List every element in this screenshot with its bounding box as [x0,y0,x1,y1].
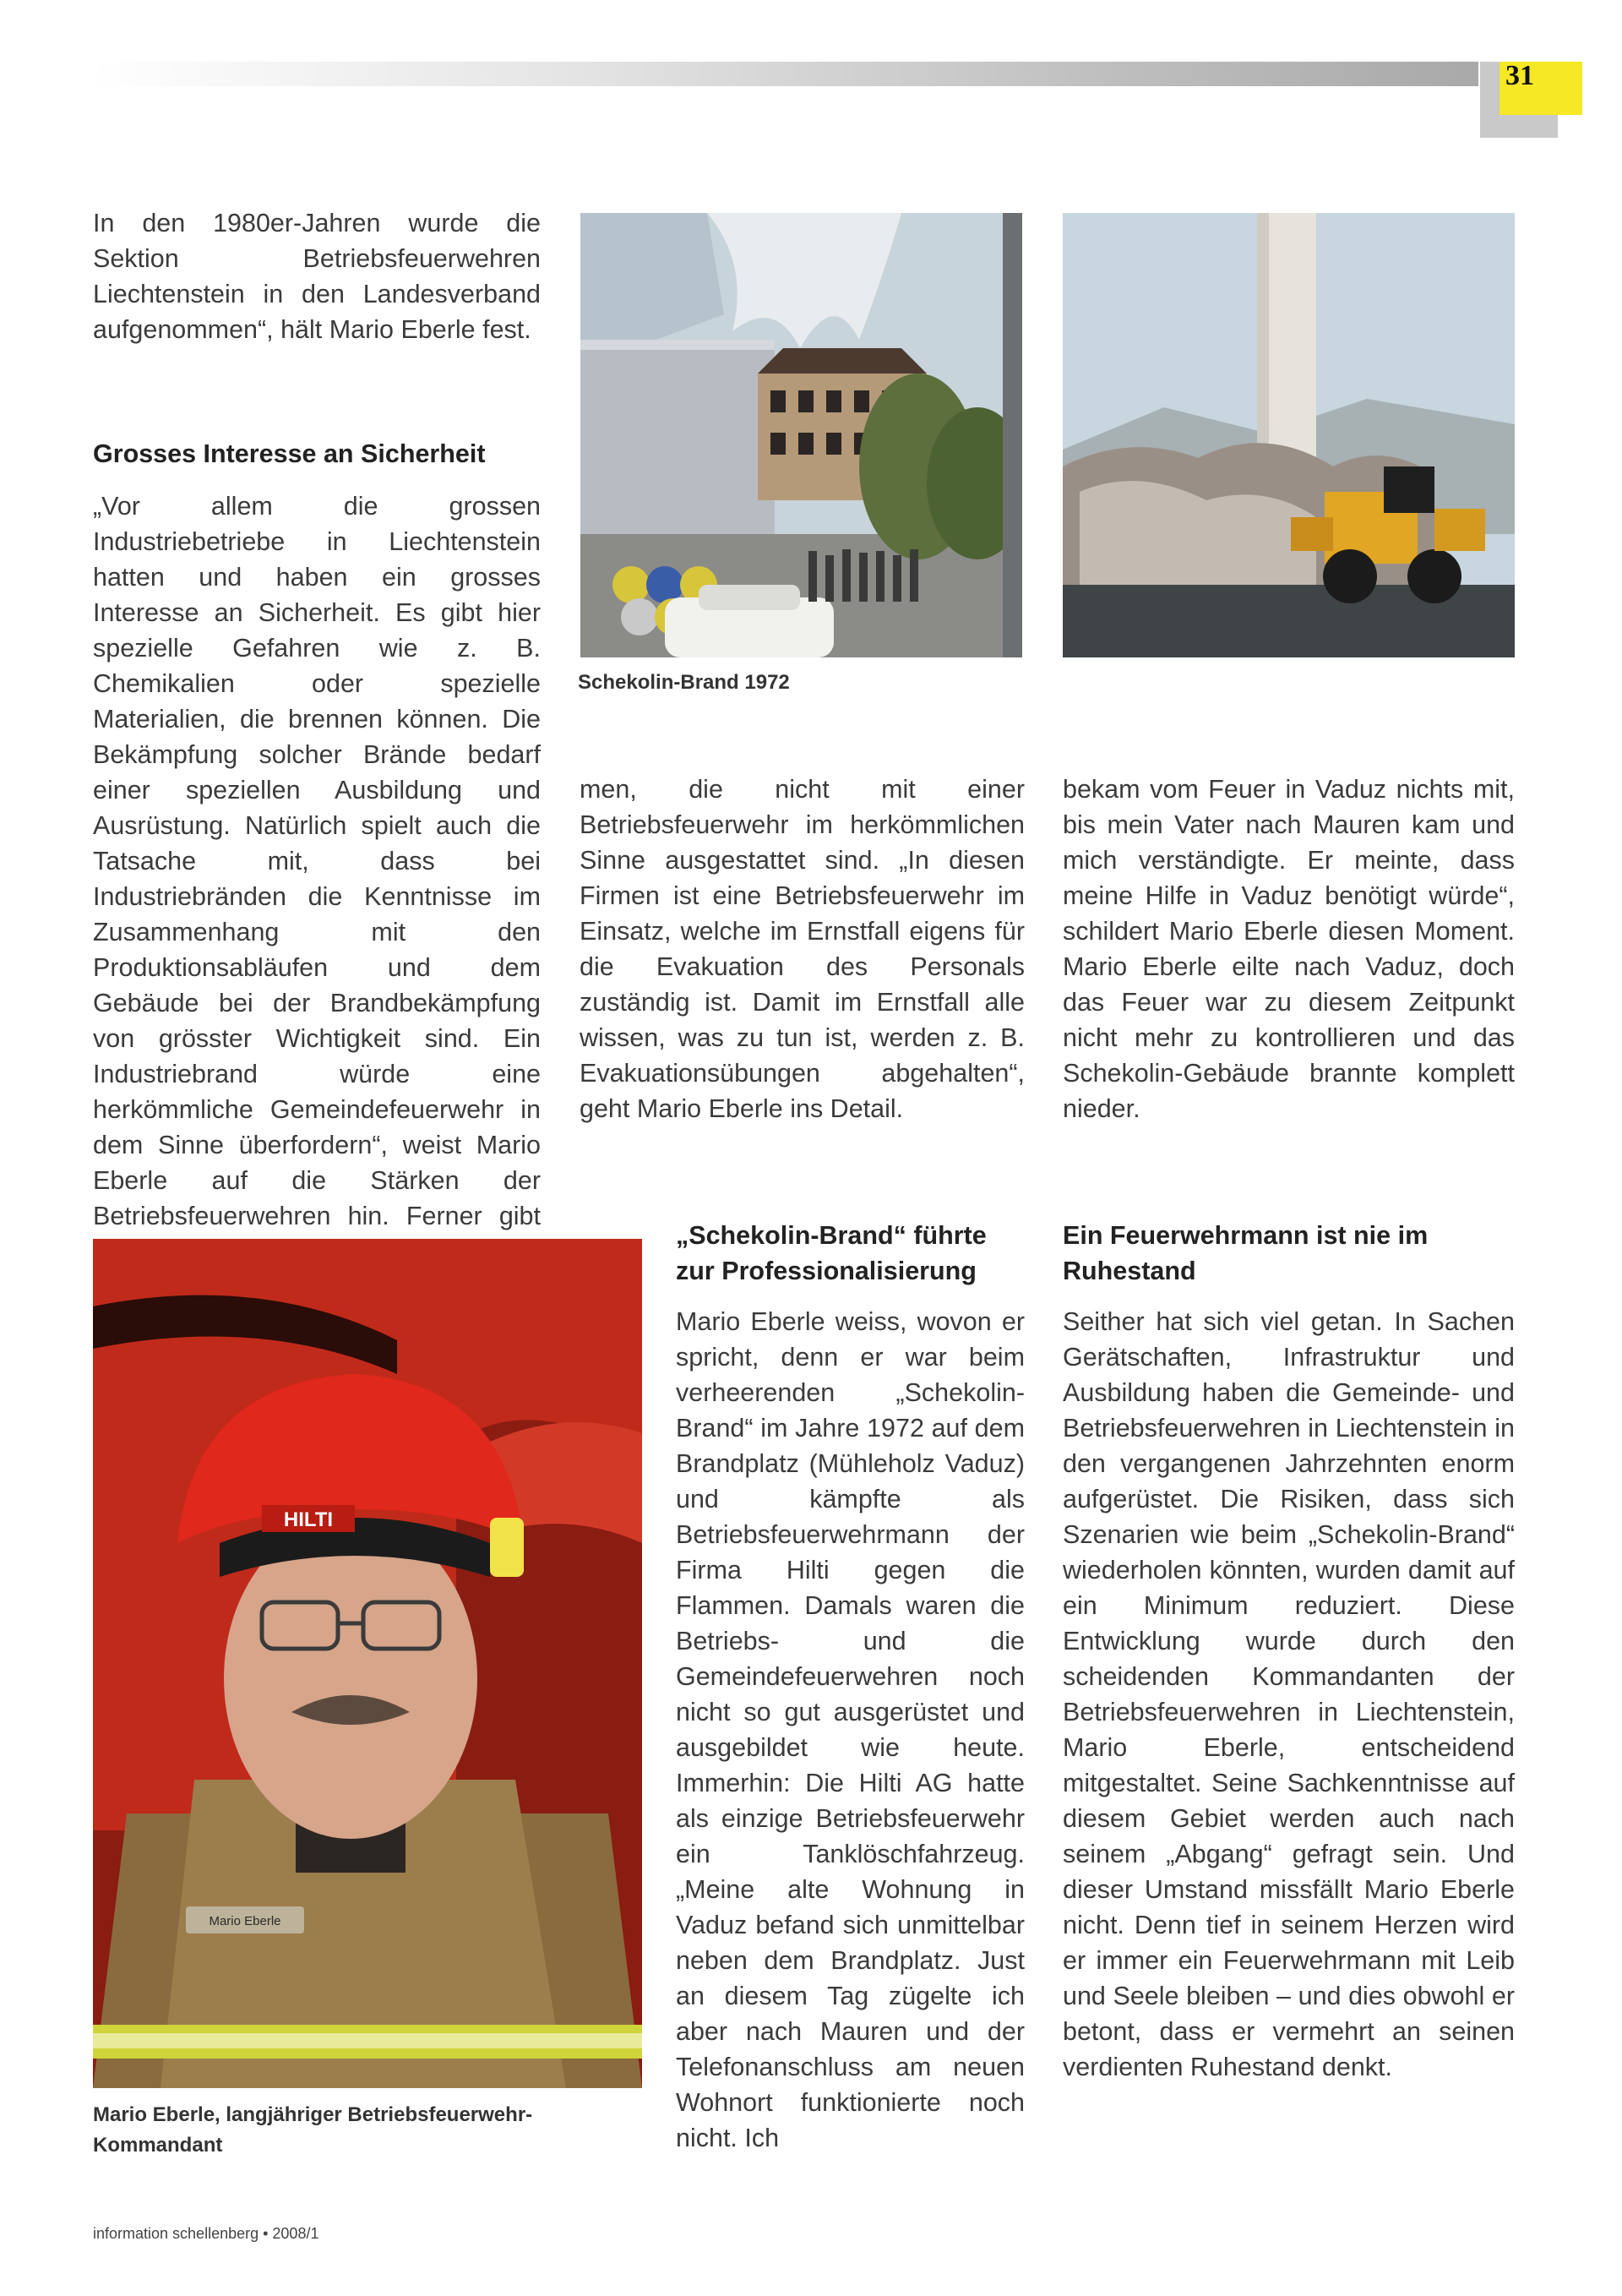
col3-body: bekam vom Feuer in Vaduz nichts mit, bis mein Vater nach Mauren kam und mich verständigte. Er meinte, dass meine Hilfe in Vaduz benötigt würde“, schildert Mario Eberle diesen Moment. Mario Eberle eilte nach Vaduz, doch das Feuer war zu diesem Zeitpunkt nicht mehr zu kontrollieren und das Schekolin-Gebäude brannte komplett nieder. [1063,775,1515,1123]
heading-schekolin-brand: „Schekolin-Brand“ führte zur Professionalisierung [676,1221,987,1285]
header-gradient-bar [93,62,1478,86]
footer-publication: information schellenberg • 2008/1 [93,2225,319,2242]
photo-caption-schekolin: Schekolin-Brand 1972 [578,671,790,694]
photo-mario-eberle-portrait [93,1239,642,2088]
section3-body: Seither hat sich viel getan. In Sachen Gerätschaften, Infrastruktur und Ausbildung haben die Gemeinde- und Betriebsfeuerwehren in Liechtenstein in den vergangenen Jahrzehnten enorm aufgerüstet. Die Risiken, dass sich Szenarien wie beim „Schekolin-Brand“ wiederholen könnten, wurden damit auf ein Minimum reduziert. Diese Entwicklung wurde durch den scheidenden Kommandanten der Betriebsfeuerwehren in Liechtenstein, Mario Eberle, entscheidend mitgestaltet. Seine Sachkenntnisse auf diesem Gebiet werden auch nach seinem „Abgang“ gefragt sein. Und dieser Umstand missfällt Mario Eberle nicht. Denn tief in seinem Herzen wird er immer ein Feuerwehrmann mit Leib und Seele bleiben – und dies obwohl er betont, dass er vermehrt an seinen verdienten Ruhestand denkt. [1063,1307,1515,2081]
page-number: 31 [1505,60,1534,91]
col1-body: „Vor allem die grossen Industriebetriebe in Liechtenstein hatten und haben ein grosses Interesse an Sicherheit. Es gibt hier spezielle Gefahren wie z. B. Chemikalien oder spezielle Materialien, die brennen können. Die Bekämpfung solcher Brände bedarf einer speziellen Ausbildung und Ausrüstung. Natürlich spielt auch die Tatsache mit, dass bei Industriebränden die Kenntnisse im Zusammenhang mit den Produktionsabläufen und dem Gebäude bei der Brandbekämpfung von grösster Wichtigkeit sind. Ein Industriebrand würde eine herkömmliche Gemeindefeuerwehr in dem Sinne überfordern“, weist Mario Eberle auf die Stärken der Betriebsfeuerwehren hin. Ferner gibt [93,492,541,1230]
heading-feuerwehrmann-ruhestand: Ein Feuerwehrmann ist nie im Ruhestand [1063,1221,1429,1285]
helmet-logo-text: HILTI [283,1508,334,1531]
uniform-name-tag: Mario Eberle [209,1914,281,1928]
col1-intro: In den 1980er-Jahren wurde die Sektion Betriebsfeuerwehren Liechtenstein in den Landesverband aufgenommen“, hält Mario Eberle fest. [93,209,541,344]
heading-grosses-interesse: Grosses Interesse an Sicherheit [93,439,486,468]
photo-schekolin-fire [580,213,1022,657]
section2-body: Mario Eberle weiss, wovon er spricht, denn er war beim verheerenden „Schekolin-Brand“ im Jahre 1972 auf dem Brandplatz (Mühleholz Vaduz) und kämpfte als Betriebsfeuerwehrmann der Firma Hilti gegen die Flammen. Damals waren die Betriebs- und die Gemeindefeuerwehren noch nicht so gut ausgerüstet und ausgebildet wie heute. Immerhin: Die Hilti AG hatte als einzige Betriebsfeuerwehr ein Tanklöschfahrzeug. „Meine alte Wohnung in Vaduz befand sich unmittelbar neben dem Brandplatz. Just an diesem Tag zügelte ich aber nach Mauren und der Telefonanschluss am neuen Wohnort funktionierte noch nicht. Ich [676,1307,1025,2152]
photo-ruins-excavator [1063,213,1515,657]
photo-caption-portrait: Mario Eberle, langjähriger Betriebsfeuerwehr-Kommandant [93,2103,533,2157]
col2-body: men, die nicht mit einer Betriebsfeuerwehr im herkömmlichen Sinne ausgestattet sind. „In diesen Firmen ist eine Betriebsfeuerwehr im Einsatz, welche im Ernstfall eigens für die Evakuation des Personals zuständig ist. Damit im Ernstfall alle wissen, was zu tun ist, werden z. B. Evakuationsübungen abgehalten“, geht Mario Eberle ins Detail. [580,775,1025,1123]
